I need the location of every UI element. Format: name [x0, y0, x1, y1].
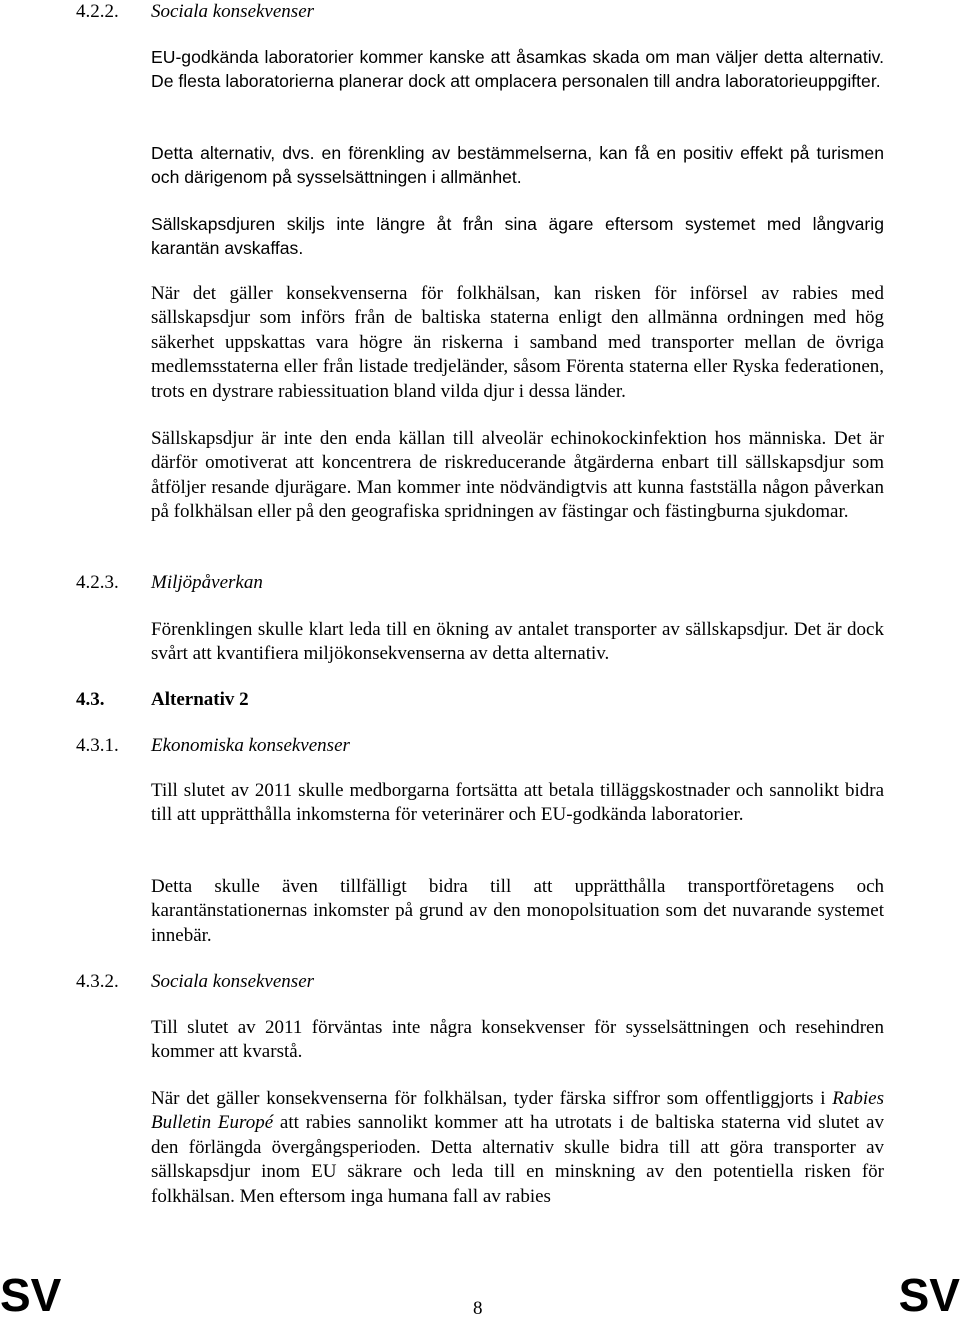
- section-heading-4-3: [76, 688, 476, 712]
- section-heading-4-2-2: [76, 0, 476, 24]
- paragraph-text: När det gäller konsekvenserna för folkhälsan, tyder färska siffror som offentliggjorts i: [151, 1088, 833, 1109]
- paragraph: Detta alternativ, dvs. en förenkling av bestämmelserna, kan få en positiv effekt på turismen och därigenom på sysselsättningen i allmänhet.: [151, 143, 884, 188]
- paragraph: Förenklingen skulle klart leda till en ökning av antalet transporter av sällskapsdjur. Det är dock svårt att kvantifiera miljökonsekvenserna av detta alternativ.: [151, 619, 884, 665]
- paragraph: Detta skulle även tillfälligt bidra till att upprätthålla transportföretagens och karantänstationernas inkomster på grund av den monopolsituation som det nuvarande systemet innebär.: [151, 876, 884, 946]
- section-number: 4.3.: [76, 689, 105, 710]
- footer-language-code-right: SV: [898, 1269, 960, 1321]
- section-heading-4-3-1: [76, 734, 476, 758]
- section-title: Sociala konsekvenser: [151, 1, 315, 22]
- section-title: Ekonomiska konsekvenser: [151, 735, 350, 756]
- section-title: Alternativ 2: [151, 689, 249, 710]
- paragraph: [151, 1087, 884, 1209]
- section-number: 4.2.3.: [76, 572, 119, 593]
- paragraph: Till slutet av 2011 skulle medborgarna fortsätta att betala tilläggskostnader och sannolikt bidra till att upprätthålla inkomsterna för veterinärer och EU-godkända laboratorier.: [151, 780, 884, 826]
- publication-title: Rabies Bulletin Europé: [151, 1088, 884, 1134]
- paragraph-text: att rabies sannolikt kommer att ha utrotats i de baltiska staterna vid slutet av den förlängda övergångsperioden. Detta alternativ skulle bidra till att göra transporter av sällskapsdjur inom EU säkrare och leda till en minskning av den potentiella risken för folkhälsan. Men eftersom inga humana fall av rabies: [151, 1112, 884, 1207]
- section-number: 4.3.2.: [76, 971, 119, 992]
- paragraph: När det gäller konsekvenserna för folkhälsan, kan risken för införsel av rabies med sällskapsdjur som införs från de baltiska staterna enligt den allmänna ordningen med hög säkerhet uppskattas vara högre än riskerna i samband med transporter mellan de övriga medlemsstaterna eller från listade tredjeländer, såsom Förenta staterna eller Ryska federationen, trots en dystrare rabiessituation bland vilda djur i dessa länder.: [151, 283, 884, 402]
- footer-language-code-left: SV: [0, 1269, 62, 1321]
- section-title: Sociala konsekvenser: [151, 971, 315, 992]
- paragraph: Till slutet av 2011 förväntas inte några konsekvenser för sysselsättningen och resehindren kommer att kvarstå.: [151, 1017, 884, 1063]
- page-number: 8: [473, 1298, 483, 1319]
- section-title: Miljöpåverkan: [151, 572, 263, 593]
- paragraph: EU-godkända laboratorier kommer kanske att åsamkas skada om man väljer detta alternativ. De flesta laboratorierna planerar dock att omplacera personalen till andra laboratorieuppgifter.: [151, 47, 884, 92]
- paragraph: Sällskapsdjuren skiljs inte längre åt från sina ägare eftersom systemet med långvarig karantän avskaffas.: [151, 214, 884, 259]
- section-heading-4-3-2: [76, 970, 476, 994]
- section-number: 4.2.2.: [76, 1, 119, 22]
- paragraph: Sällskapsdjur är inte den enda källan till alveolär echinokockinfektion hos människa. Det är därför omotiverat att koncentrera de riskreducerande åtgärderna enbart till sällskapsdjur som åtföljer resande djurägare. Man kommer inte nödvändigtvis att kunna fastställa någon påverkan på folkhälsan eller på den geografiska spridningen av fästingar och fästingburna sjukdomar.: [151, 428, 884, 523]
- section-number: 4.3.1.: [76, 735, 119, 756]
- section-heading-4-2-3: [76, 571, 476, 595]
